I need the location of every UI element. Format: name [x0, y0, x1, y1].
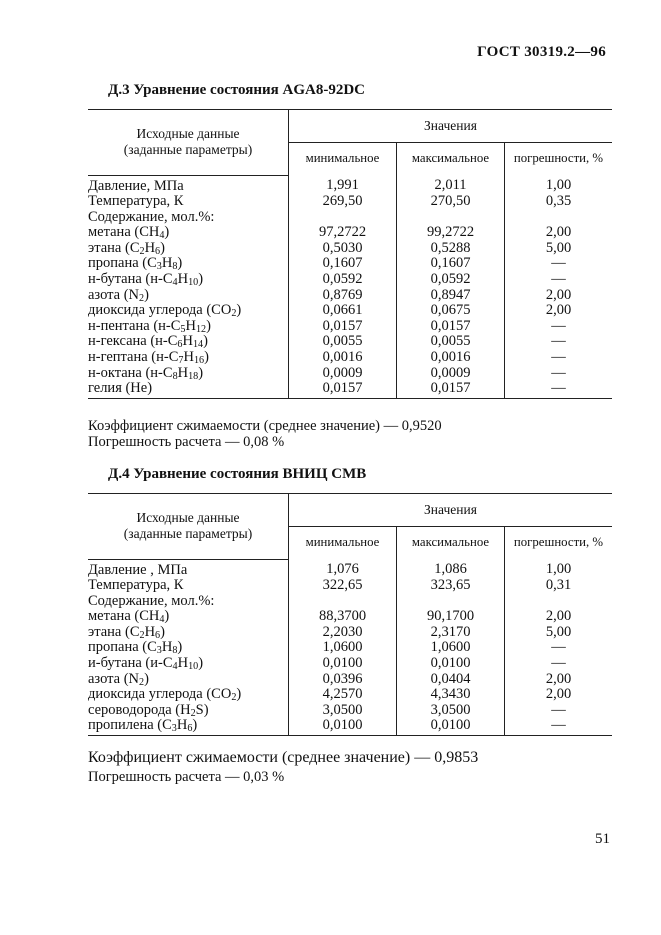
row-error-value	[505, 594, 613, 610]
column-header-min: минимальное	[289, 143, 397, 176]
row-error-value: 5,00	[545, 239, 572, 256]
row-error-value: —	[551, 364, 566, 381]
row-error-value: 2,00	[545, 302, 572, 319]
row-min-value: 0,5030	[289, 241, 397, 257]
calculation-error-aga8: Погрешность расчета — 0,08 %	[88, 434, 285, 450]
row-min-value: 0,8769	[289, 288, 397, 304]
column-header-values: Значения	[289, 110, 613, 143]
row-label: гелия (He)	[88, 381, 289, 398]
row-min-value: 322,65	[289, 578, 397, 594]
calculation-error-vnits-smv: Погрешность расчета — 0,03 %	[88, 769, 285, 785]
row-label: этана $(C_2H_6)$	[88, 625, 289, 641]
row-min-value: 0,0100	[289, 656, 397, 672]
row-label: метана $(CH_4)$	[88, 609, 289, 625]
row-max-value: 3,0500	[397, 703, 505, 719]
table-row	[88, 350, 612, 366]
row-min-value: 0,0009	[289, 366, 397, 382]
row-max-value: 4,3430	[397, 687, 505, 703]
row-error-value: —	[551, 255, 566, 272]
table-row	[88, 625, 612, 641]
row-error-value: —	[505, 718, 613, 735]
row-min-value: 1,076	[289, 559, 397, 578]
table-vnits-smv	[88, 493, 612, 736]
column-header-values: Значения	[289, 494, 613, 527]
row-error-value: —	[551, 655, 566, 672]
row-error-value: 1,00	[545, 177, 572, 193]
column-header-error: погрешности, %	[513, 535, 604, 550]
row-label: Давление , МПа	[88, 559, 289, 578]
row-label: Давление, МПа	[88, 175, 289, 194]
row-error-value: —	[551, 349, 566, 366]
row-error-value: —	[551, 639, 566, 656]
row-max-value: 0,0404	[397, 672, 505, 688]
row-max-value	[397, 594, 505, 610]
row-label: пропана $(C_3H_8)$	[88, 640, 289, 656]
table-row	[88, 559, 612, 578]
table-row	[88, 225, 612, 241]
row-max-value: 0,8947	[397, 288, 505, 304]
row-min-value: 0,0100	[289, 718, 397, 735]
row-max-value: 0,1607	[397, 256, 505, 272]
row-max-value: 99,2722	[397, 225, 505, 241]
row-error-value: —	[551, 333, 566, 350]
table-row	[88, 381, 612, 398]
row-error-value: 2,00	[545, 670, 572, 687]
row-max-value: 2,3170	[397, 625, 505, 641]
row-label: пропилена $(C_3H_6)$	[88, 718, 289, 735]
row-max-value: 1,086	[397, 559, 505, 578]
row-max-value: 0,0016	[397, 350, 505, 366]
row-min-value: 97,2722	[289, 225, 397, 241]
column-header-input-line2: (заданные параметры)	[123, 526, 253, 542]
row-max-value: 0,0157	[397, 381, 505, 398]
table-row	[88, 303, 612, 319]
row-min-value: 0,0055	[289, 334, 397, 350]
table-row	[88, 609, 612, 625]
row-error-value	[505, 210, 613, 226]
column-header-input	[88, 494, 289, 560]
row-label: н-бутана $(н-C_4H_{10})$	[88, 272, 289, 288]
table-row	[88, 640, 612, 656]
table-row	[88, 334, 612, 350]
row-min-value: 3,0500	[289, 703, 397, 719]
table-row	[88, 194, 612, 210]
row-max-value: 0,5288	[397, 241, 505, 257]
row-max-value: 270,50	[397, 194, 505, 210]
row-min-value: 1,0600	[289, 640, 397, 656]
row-label: Температура, К	[88, 194, 289, 210]
row-max-value: 0,0100	[397, 718, 505, 735]
table-row	[88, 578, 612, 594]
row-min-value: 0,0396	[289, 672, 397, 688]
row-label: этана $(C_2H_6)$	[88, 241, 289, 257]
row-error-value: 2,00	[545, 686, 572, 703]
table-row	[88, 718, 612, 735]
section-title-aga8: Д.3 Уравнение состояния AGA8-92DC	[108, 82, 365, 98]
row-min-value	[289, 210, 397, 226]
row-label: метана $(CH_4)$	[88, 225, 289, 241]
row-max-value: 1,0600	[397, 640, 505, 656]
row-error-value: 0,31	[545, 577, 572, 594]
row-error-value: —	[551, 701, 566, 718]
table-row	[88, 272, 612, 288]
table-row	[88, 366, 612, 382]
row-error-value: 5,00	[545, 623, 572, 640]
document-header: ГОСТ 30319.2—96	[477, 44, 606, 60]
row-error-value: 2,00	[545, 286, 572, 303]
row-min-value: 0,0157	[289, 381, 397, 398]
row-min-value: 1,991	[289, 175, 397, 194]
row-min-value: 0,0016	[289, 350, 397, 366]
column-header-input-line1: Исходные данные	[136, 126, 240, 142]
row-min-value: 88,3700	[289, 609, 397, 625]
row-max-value: 0,0157	[397, 319, 505, 335]
row-min-value: 0,1607	[289, 256, 397, 272]
table-row	[88, 256, 612, 272]
row-error-value: 2,00	[545, 608, 572, 625]
row-label: сероводорода $(H_2S)$	[88, 703, 289, 719]
compressibility-coefficient-vnits-smv: Коэффициент сжимаемости (среднее значение) — 0,9853	[88, 749, 479, 766]
row-error-value: 2,00	[545, 224, 572, 241]
row-max-value: 0,0009	[397, 366, 505, 382]
row-min-value	[289, 594, 397, 610]
table-row	[88, 687, 612, 703]
table-vnits-smv-body	[88, 559, 612, 736]
column-header-max: максимальное	[397, 143, 505, 176]
row-error-value: —	[551, 317, 566, 334]
row-max-value: 323,65	[397, 578, 505, 594]
row-label: Температура, К	[88, 578, 289, 594]
row-label: н-гексана $(н-C_6H_{14})$	[88, 334, 289, 350]
row-max-value: 0,0592	[397, 272, 505, 288]
table-row	[88, 656, 612, 672]
table-aga8-body	[88, 175, 612, 398]
row-label: Содержание, мол.%:	[88, 594, 289, 610]
row-error-value: —	[551, 271, 566, 288]
page-number: 51	[595, 831, 610, 847]
row-min-value: 4,2570	[289, 687, 397, 703]
row-error-value: 0,35	[545, 193, 572, 210]
row-label: азота $(N_2)$	[88, 672, 289, 688]
row-label: пропана $(C_3H_8)$	[88, 256, 289, 272]
table-row	[88, 672, 612, 688]
column-header-input-line2: (заданные параметры)	[123, 142, 253, 158]
table-row	[88, 594, 612, 610]
row-max-value: 2,011	[397, 175, 505, 194]
table-aga8	[88, 109, 612, 399]
row-max-value: 0,0100	[397, 656, 505, 672]
section-title-vnits-smv: Д.4 Уравнение состояния ВНИЦ СМВ	[108, 466, 367, 482]
row-label: диоксида углерода $(CO_2)$	[88, 303, 289, 319]
row-max-value: 0,0055	[397, 334, 505, 350]
table-row	[88, 703, 612, 719]
row-label: н-октана $(н-C_8H_{18})$	[88, 366, 289, 382]
row-max-value: 0,0675	[397, 303, 505, 319]
column-header-input-line1: Исходные данные	[136, 510, 240, 526]
row-label: н-гептана $(н-C_7H_{16})$	[88, 350, 289, 366]
row-min-value: 2,2030	[289, 625, 397, 641]
table-row	[88, 241, 612, 257]
table-row	[88, 210, 612, 226]
table-row	[88, 288, 612, 304]
row-min-value: 269,50	[289, 194, 397, 210]
row-min-value: 0,0661	[289, 303, 397, 319]
table-row	[88, 175, 612, 194]
row-label: и-бутана $(и-C_4H_{10})$	[88, 656, 289, 672]
row-label: н-пентана $(н-C_5H_{12})$	[88, 319, 289, 335]
row-max-value	[397, 210, 505, 226]
row-label: диоксида углерода $(CO_2)$	[88, 687, 289, 703]
row-error-value: 1,00	[545, 561, 572, 577]
row-label: азота $(N_2)$	[88, 288, 289, 304]
column-header-error: погрешности, %	[513, 151, 604, 166]
column-header-input	[88, 110, 289, 176]
row-error-value: —	[505, 381, 613, 398]
row-min-value: 0,0592	[289, 272, 397, 288]
row-max-value: 90,1700	[397, 609, 505, 625]
table-row	[88, 319, 612, 335]
row-label: Содержание, мол.%:	[88, 210, 289, 226]
column-header-max: максимальное	[397, 527, 505, 560]
compressibility-coefficient-aga8: Коэффициент сжимаемости (среднее значение) — 0,9520	[88, 418, 442, 434]
column-header-min: минимальное	[289, 527, 397, 560]
row-min-value: 0,0157	[289, 319, 397, 335]
